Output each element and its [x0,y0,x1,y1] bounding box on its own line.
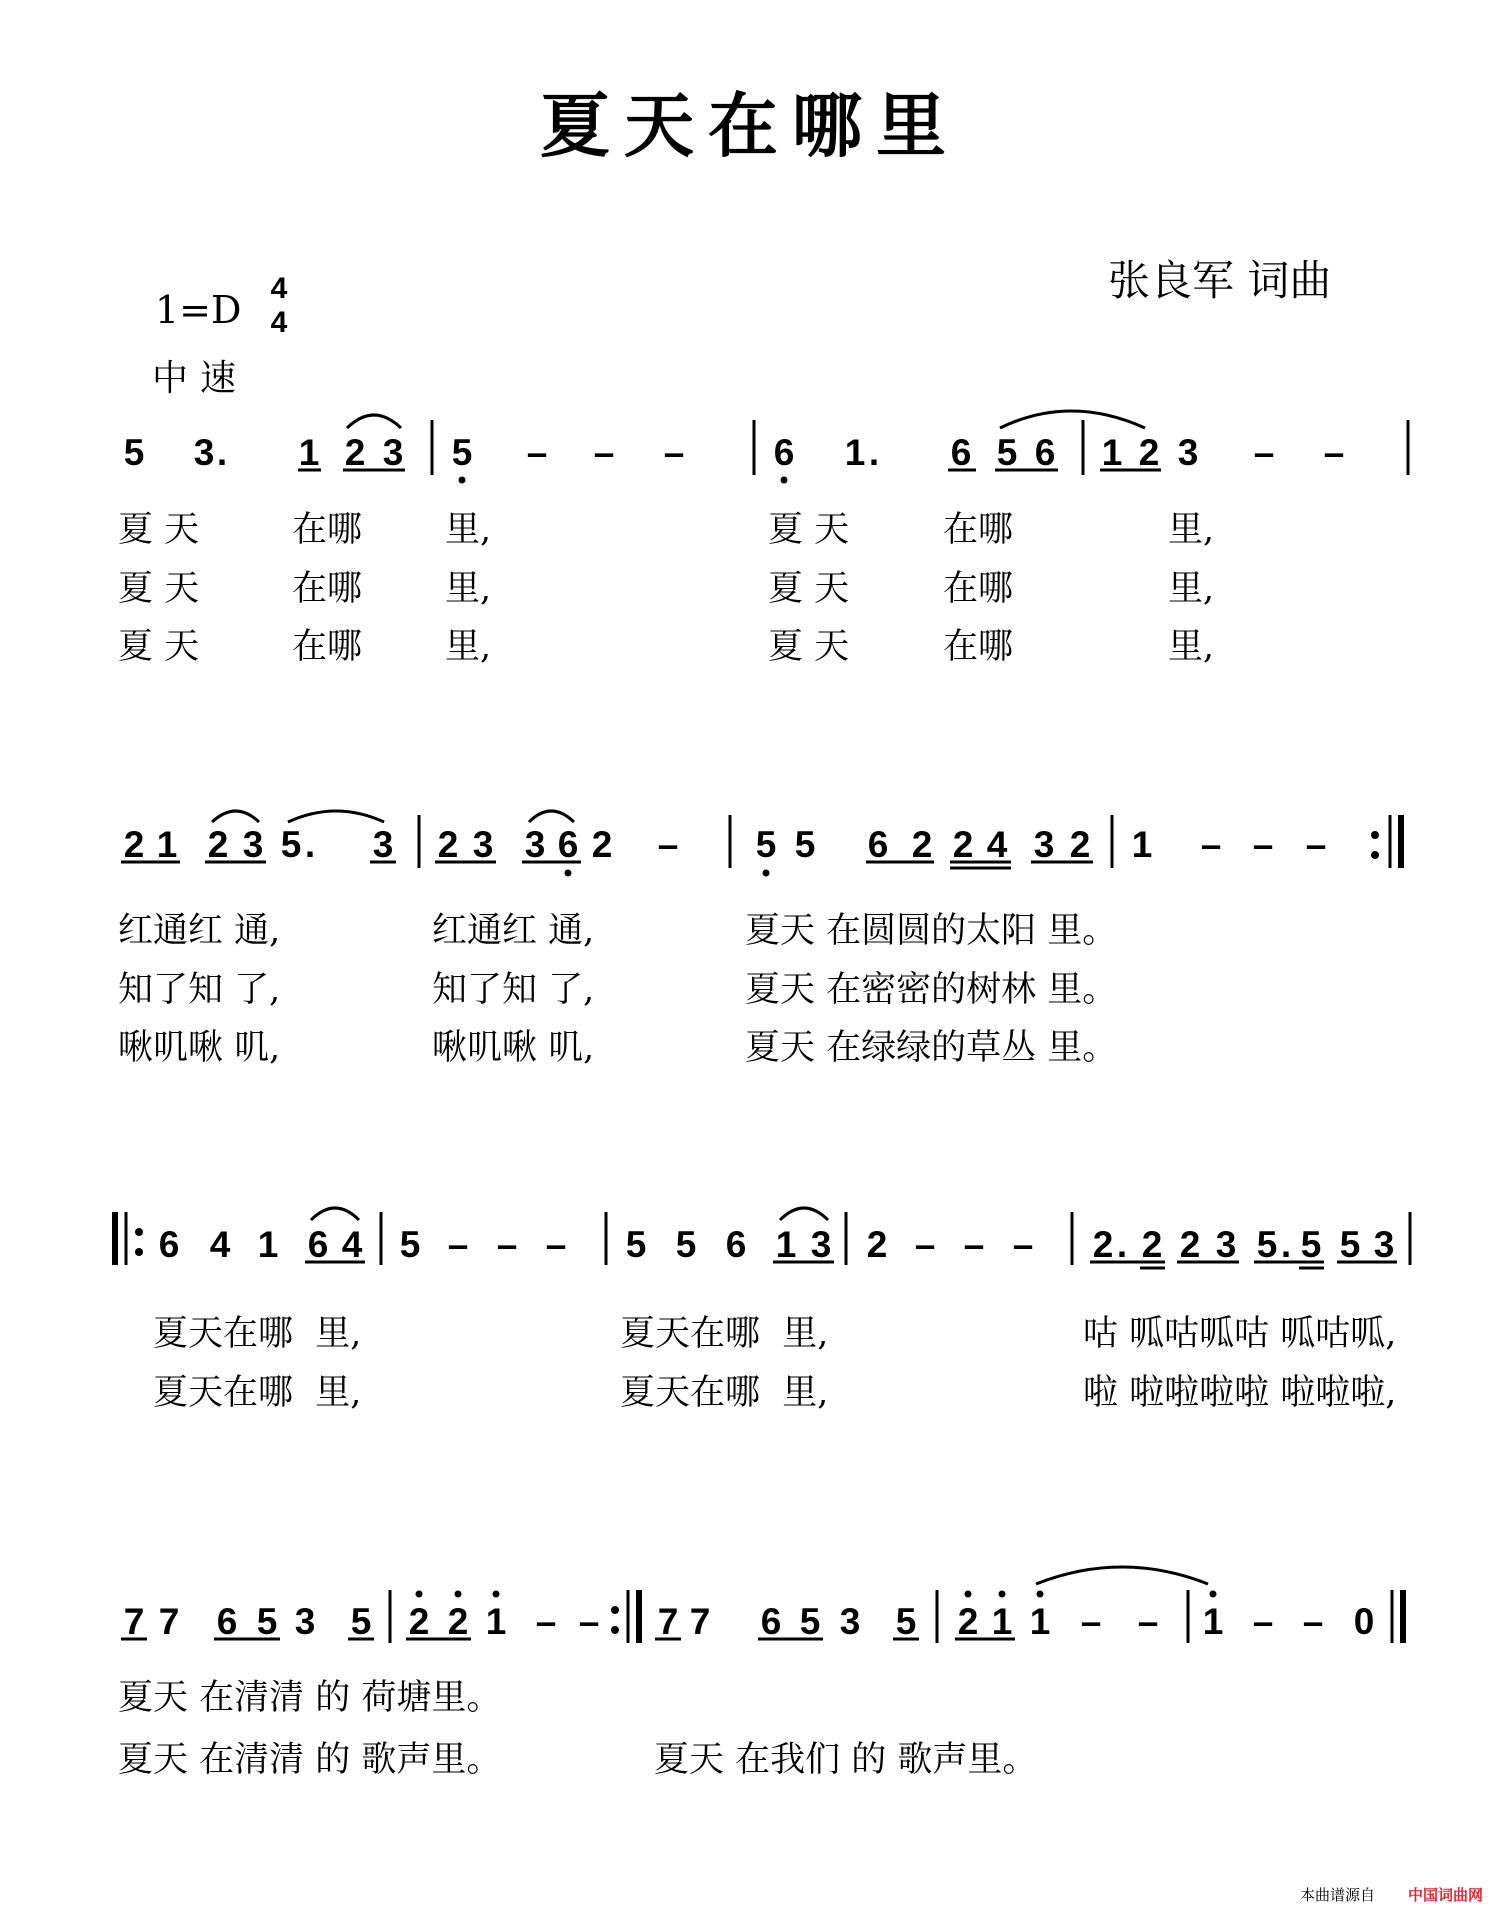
svg-text:1: 1 [257,1224,279,1265]
svg-text:3: 3 [382,432,404,473]
svg-text:6: 6 [773,432,795,473]
svg-text:7: 7 [123,1601,145,1642]
svg-text:3: 3 [372,824,394,865]
svg-text:2: 2 [447,1601,469,1642]
svg-text:–: – [1253,432,1275,473]
svg-text:0: 0 [1353,1601,1375,1642]
svg-text:5: 5 [755,824,777,865]
svg-text:2: 2 [437,824,459,865]
svg-text:7: 7 [689,1601,711,1642]
svg-text:3: 3 [193,432,215,473]
svg-text:3: 3 [1373,1224,1395,1265]
footer-source-label: 本曲谱源自 [1300,1886,1376,1904]
lyric-line: 夏天 在密密的树林 里。 [745,970,1118,1010]
svg-text:–: – [593,432,615,473]
svg-text:5: 5 [794,824,816,865]
svg-text:–: – [914,1224,936,1265]
svg-text:–: – [657,824,679,865]
svg-text:–: – [1252,1601,1274,1642]
svg-text:3: 3 [524,824,546,865]
svg-text:2: 2 [123,824,145,865]
svg-text:.: . [1280,1224,1292,1265]
svg-text:6: 6 [867,824,889,865]
lyric-line: 在哪 [292,627,363,667]
svg-text:–: – [1200,824,1222,865]
lyric-line: 里, [445,569,492,609]
svg-text:–: – [526,432,548,473]
svg-text:2: 2 [957,1601,979,1642]
lyric-line: 里, [1168,627,1215,667]
lyric-line: 夏天在哪 里, [153,1373,362,1413]
svg-text:3: 3 [294,1601,316,1642]
svg-text:–: – [1012,1224,1034,1265]
svg-text:1: 1 [1202,1601,1224,1642]
svg-text:6: 6 [158,1224,180,1265]
time-signature-bottom: 4 [270,306,288,339]
lyric-line: 知了知 了, [118,970,281,1010]
svg-text:–: – [1302,1601,1324,1642]
svg-text:6: 6 [557,824,579,865]
lyric-line: 夏天 在绿绿的草丛 里。 [745,1028,1118,1068]
lyric-line: 夏 天 [118,627,200,667]
svg-text:5: 5 [1256,1224,1278,1265]
lyric-line: 里, [445,627,492,667]
svg-text:–: – [1252,824,1274,865]
svg-text:2: 2 [911,824,933,865]
lyric-line: 知了知 了, [432,970,595,1010]
svg-text:1: 1 [1101,432,1123,473]
svg-text:1: 1 [1131,824,1153,865]
svg-text:.: . [304,824,316,865]
lyric-line: 夏天 在圆圆的太阳 里。 [745,911,1118,951]
lyric-line: 夏天 在清清 的 歌声里。 [118,1740,502,1780]
lyric-line: 夏 天 [768,627,850,667]
svg-text:3: 3 [1215,1224,1237,1265]
svg-text:–: – [496,1224,518,1265]
time-signature-top: 4 [270,272,288,305]
tempo-marking: 中速 [152,358,249,399]
svg-text:2: 2 [591,824,613,865]
svg-text:1: 1 [1029,1601,1051,1642]
lyric-line: 夏 天 [768,569,850,609]
svg-text:5: 5 [280,824,302,865]
svg-text:5: 5 [675,1224,697,1265]
svg-text:6: 6 [725,1224,747,1265]
svg-text:2: 2 [1069,824,1091,865]
svg-text:6: 6 [307,1224,329,1265]
lyric-line: 啾叽啾 叽, [118,1028,281,1068]
svg-text:5: 5 [451,432,473,473]
score-line-3 [159,1224,1395,1265]
svg-text:–: – [1080,1601,1102,1642]
svg-text:7: 7 [657,1601,679,1642]
lyric-line: 红通红 通, [432,911,595,951]
score-line-1 [124,432,1345,473]
svg-text:–: – [963,1224,985,1265]
svg-text:3: 3 [472,824,494,865]
score-line-2 [124,824,1327,865]
song-title: 夏天在哪里 [540,84,960,167]
svg-text:2: 2 [344,432,366,473]
svg-text:5: 5 [399,1224,421,1265]
svg-text:3: 3 [242,824,264,865]
svg-text:5: 5 [1339,1224,1361,1265]
lyric-line: 夏 天 [118,569,200,609]
lyric-line: 夏 天 [118,510,200,550]
lyric-line: 里, [1168,569,1215,609]
svg-text:2: 2 [1141,1224,1163,1265]
svg-text:6: 6 [760,1601,782,1642]
svg-text:3: 3 [1177,432,1199,473]
lyric-line: 红通红 通, [118,911,281,951]
lyric-line: 在哪 [943,627,1014,667]
lyric-line: 咕 呱咕呱咕 呱咕呱, [1083,1314,1397,1354]
svg-text:2: 2 [1092,1224,1114,1265]
svg-text:5: 5 [895,1601,917,1642]
svg-text:–: – [447,1224,469,1265]
svg-text:–: – [578,1601,600,1642]
lyric-line: 夏 天 [768,510,850,550]
lyric-line: 在哪 [943,569,1014,609]
svg-text:–: – [663,432,685,473]
svg-text:–: – [545,1224,567,1265]
svg-text:2: 2 [952,824,974,865]
svg-text:4: 4 [986,824,1008,865]
svg-text:1: 1 [485,1601,507,1642]
svg-text:1: 1 [298,432,320,473]
svg-text:5: 5 [123,432,145,473]
svg-text:1: 1 [775,1224,797,1265]
lyric-line: 夏天在哪 里, [620,1314,829,1354]
svg-text:1: 1 [156,824,178,865]
svg-text:5: 5 [799,1601,821,1642]
svg-text:5: 5 [350,1601,372,1642]
svg-text:2: 2 [207,824,229,865]
lyric-line: 里, [1168,510,1215,550]
lyric-line: 夏天在哪 里, [620,1373,829,1413]
svg-text:2: 2 [1138,432,1160,473]
svg-text:6: 6 [216,1601,238,1642]
composer-credit: 张良军 词曲 [1108,256,1332,305]
svg-text:2: 2 [408,1601,430,1642]
lyric-line: 在哪 [292,569,363,609]
lyric-line: 里, [445,510,492,550]
svg-text:.: . [868,432,880,473]
svg-text:1: 1 [844,432,866,473]
svg-text:5: 5 [1300,1224,1322,1265]
svg-text:–: – [1323,432,1345,473]
svg-text:5: 5 [256,1601,278,1642]
svg-text:–: – [1137,1601,1159,1642]
svg-text:–: – [535,1601,557,1642]
lyric-line: 夏天 在清清 的 荷塘里。 [118,1678,502,1718]
lyric-line: 夏天 在我们 的 歌声里。 [654,1740,1038,1780]
lyric-line: 在哪 [943,510,1014,550]
svg-text:5: 5 [625,1224,647,1265]
svg-text:5: 5 [996,432,1018,473]
svg-text:2: 2 [866,1224,888,1265]
lyric-line: 在哪 [292,510,363,550]
svg-text:3: 3 [1033,824,1055,865]
lyric-line: 夏天在哪 里, [153,1314,362,1354]
svg-text:2: 2 [1179,1224,1201,1265]
svg-text:4: 4 [209,1224,231,1265]
svg-text:1: 1 [991,1601,1013,1642]
svg-text:6: 6 [950,432,972,473]
svg-text:4: 4 [341,1224,363,1265]
svg-text:6: 6 [1034,432,1056,473]
svg-text:.: . [1116,1224,1128,1265]
lyric-line: 啦 啦啦啦啦 啦啦啦, [1083,1373,1397,1413]
key-signature: 1=D [155,288,242,332]
svg-text:–: – [1305,824,1327,865]
svg-text:7: 7 [158,1601,180,1642]
svg-text:3: 3 [810,1224,832,1265]
svg-text:3: 3 [839,1601,861,1642]
svg-text:.: . [216,432,228,473]
lyric-line: 啾叽啾 叽, [432,1028,595,1068]
footer-site-link[interactable]: 中国词曲网 [1408,1886,1484,1904]
